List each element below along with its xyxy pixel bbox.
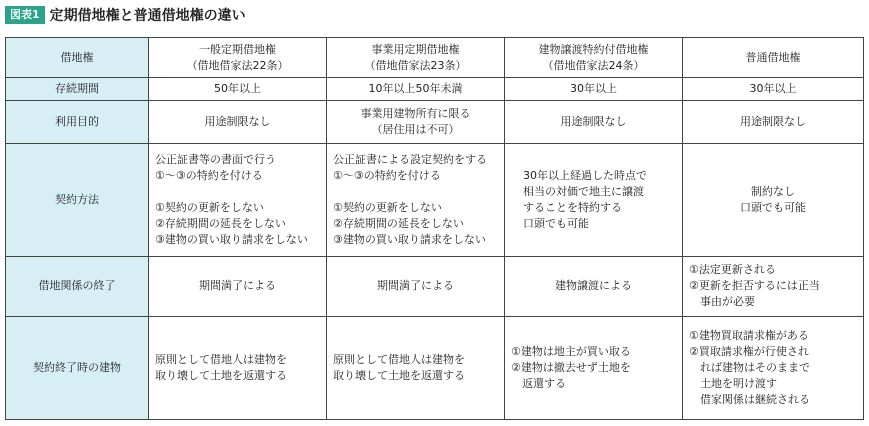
table-cell: 事業用建物所有に限る （居住用は不可） (327, 101, 505, 143)
table-cell: 原則として借地人は建物を 取り壊して土地を返還する (149, 317, 327, 420)
table-cell: ①建物買取請求権がある ②買取請求権が行使され れば建物はそのままで 土地を明け渡す 借家関係は継続される (683, 317, 864, 420)
table-row (6, 143, 864, 256)
column-header: 事業用定期借地権 （借地借家法23条） (327, 38, 505, 78)
table-cell: 公正証書等の書面で行う ①〜③の特約を付ける ①契約の更新をしない ②存続期間の延長をしない ③建物の買い取り請求をしない (149, 143, 327, 256)
header-corner: 借地権 (6, 38, 149, 78)
table-cell: 30年以上 (505, 78, 683, 101)
row-label: 存続期間 (6, 78, 149, 101)
table-cell: ①法定更新される ②更新を拒否するには正当 事由が必要 (683, 256, 864, 316)
table-cell: 用途制限なし (149, 101, 327, 143)
table-row (6, 101, 864, 143)
table-row (6, 317, 864, 420)
row-label: 借地関係の終了 (6, 256, 149, 316)
table-cell: 建物譲渡による (505, 256, 683, 316)
table-cell: 用途制限なし (505, 101, 683, 143)
table-cell: 10年以上50年未満 (327, 78, 505, 101)
row-label: 契約終了時の建物 (6, 317, 149, 420)
table-cell: 制約なし 口頭でも可能 (683, 143, 864, 256)
table-cell: 30年以上 (683, 78, 864, 101)
table-cell: 原則として借地人は建物を 取り壊して土地を返還する (327, 317, 505, 420)
row-label: 利用目的 (6, 101, 149, 143)
table-cell: ①建物は地主が買い取る ②建物は撤去せず土地を 返還する (505, 317, 683, 420)
column-header: 普通借地権 (683, 38, 864, 78)
table-cell: 50年以上 (149, 78, 327, 101)
figure-heading (5, 4, 246, 26)
table-row (6, 256, 864, 316)
table-cell: 期間満了による (149, 256, 327, 316)
row-label: 契約方法 (6, 143, 149, 256)
table-row (6, 78, 864, 101)
figure-title: 定期借地権と普通借地権の違い (49, 8, 246, 24)
column-header: 建物譲渡特約付借地権 （借地借家法24条） (505, 38, 683, 78)
table-cell: 期間満了による (327, 256, 505, 316)
comparison-table (5, 37, 864, 420)
table-cell: 30年以上経過した時点で 相当の対価で地主に譲渡 することを特約する 口頭でも可能 (505, 143, 683, 256)
header-row (6, 38, 864, 78)
table-cell: 用途制限なし (683, 101, 864, 143)
figure-badge: 図表1 (5, 6, 45, 24)
table-cell: 公正証書による設定契約をする ①〜③の特約を付ける ①契約の更新をしない ②存続期間の延長をしない ③建物の買い取り請求をしない (327, 143, 505, 256)
column-header: 一般定期借地権 （借地借家法22条） (149, 38, 327, 78)
